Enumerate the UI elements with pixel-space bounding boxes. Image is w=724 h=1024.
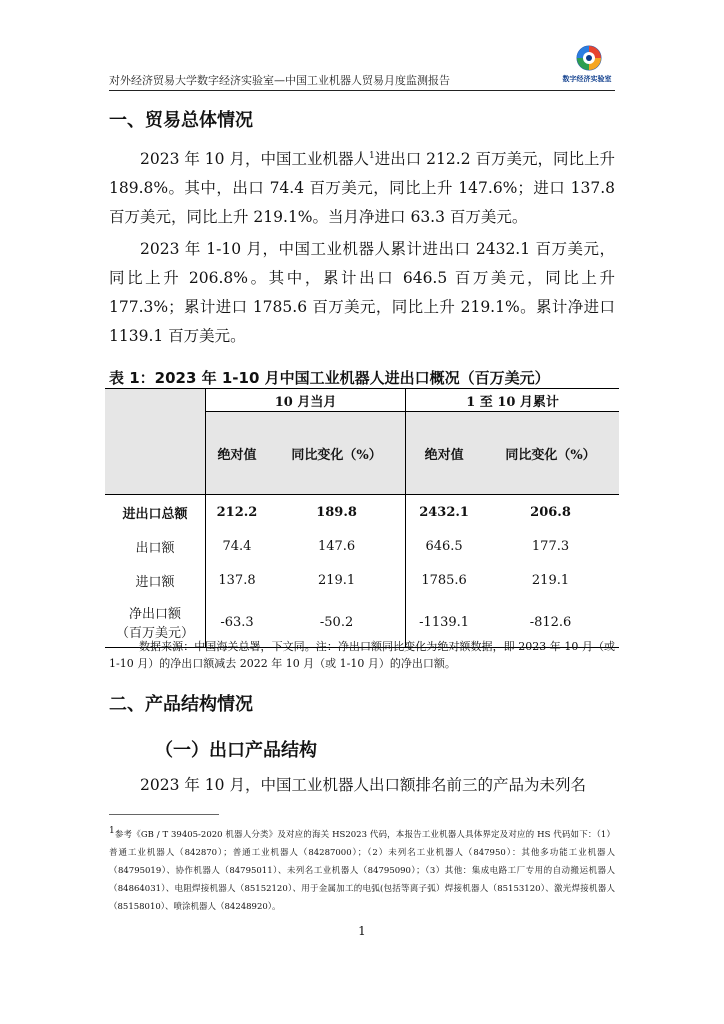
col-header-oct-yoy: 同比变化（%） <box>268 412 406 495</box>
paragraph-october-summary <box>109 142 615 232</box>
row-label: 进出口总额 <box>105 495 206 530</box>
cell-value: 177.3 <box>531 538 570 554</box>
paragraph-cumulative-summary <box>109 235 615 351</box>
col-header-cum-yoy: 同比变化（%） <box>482 412 619 495</box>
section-heading-trade-overview: 一、贸易总体情况 <box>109 110 253 131</box>
header-rule <box>109 90 615 91</box>
row-label-unit: （百万美元） <box>115 626 194 641</box>
cell-value: 206.8 <box>482 495 619 530</box>
row-label: 出口额 <box>105 529 206 563</box>
cell-value: 147.6 <box>268 529 406 563</box>
table-row <box>105 529 619 563</box>
footnote-ref: 1 <box>369 151 375 161</box>
paragraph-export-structure <box>109 771 615 800</box>
group-header-october: 10 月当月 <box>206 389 406 412</box>
cell-value: 2432.1 <box>406 495 482 530</box>
footnote-rule <box>109 814 219 815</box>
section-heading-product-structure: 二、产品结构情况 <box>109 694 253 715</box>
table-caption: 表 1：2023 年 1-10 月中国工业机器人进出口概况（百万美元） <box>109 369 550 387</box>
subsection-heading-export-structure: （一）出口产品结构 <box>155 740 317 761</box>
table-row <box>105 495 619 530</box>
cell-value: -1139.1 <box>419 614 470 630</box>
footnote <box>109 822 615 916</box>
paragraph-text: 2023 年 10 月，中国工业机器人出口额排名前三的产品为未列名 <box>140 776 586 794</box>
cell-value: 137.8 <box>218 572 256 588</box>
page-number: 1 <box>358 924 366 938</box>
cell-value: 212.2 <box>206 495 268 530</box>
cell-value: 646.5 <box>425 538 463 554</box>
footnote-text: 参考《GB / T 39405-2020 机器人分类》及对应的海关 HS2023 代码，本报告工业机器人具体界定及对应的 HS 代码如下：（1）普通工业机器人（842870）；普通工业机器人（84287000）；（2）未列名工业机器人（847950）：其他多功能工业机器人（84795019）、协作机器人（84795011）、未列名工业机器人（84795090）；（3）其他：集成电路工厂专用的自动搬运机器人（84864031）、电阻焊接机器人（85152120）、用于金属加工的电弧(包括等离子弧）焊接机器人（85153120）、激光焊接机器人（85158010）、喷涂机器人（84248920）。 <box>109 829 615 912</box>
cell-value: 219.1 <box>268 563 406 597</box>
table-source-note: 数据来源：中国海关总署，下文同。注：净出口额同比变化为绝对额数据，即 2023 年 10 月（或 1-10 月）的净出口额减去 2022 年 10 月（或 1-10 月）的净出口额。 <box>109 640 615 670</box>
cell-value: -63.3 <box>220 614 254 630</box>
row-label-line: 净出口额 <box>128 607 181 622</box>
lab-logo <box>560 45 614 87</box>
col-header-cum-absolute: 绝对值 <box>406 412 482 495</box>
col-header-oct-absolute: 绝对值 <box>206 412 268 495</box>
logo-label: 数字经济实验室 <box>562 75 612 83</box>
paragraph-text: 2023 年 10 月，中国工业机器人 <box>140 150 369 169</box>
cell-value: -50.2 <box>268 597 406 648</box>
paragraph-text: 2023 年 1-10 月，中国工业机器人累计进出口 2432.1 百万美元，同比上升 206.8%。其中，累计出口 646.5 百万美元，同比上升 177.3%；累计进口 1785.6 百万美元，同比上升 219.1%。累计净进口 1139.1 百万美元。 <box>109 240 615 345</box>
footnote-marker: 1 <box>109 826 115 836</box>
table-group-header-row <box>105 389 619 412</box>
cell-value: 1785.6 <box>421 572 467 588</box>
logo-globe-icon <box>576 45 602 71</box>
running-header: 对外经济贸易大学数字经济实验室—中国工业机器人贸易月度监测报告 <box>109 74 450 87</box>
paragraph-text: 进出口 212.2 百万美元，同比上升 189.8%。其中，出口 74.4 百万美元，同比上升 147.6%；进口 137.8 百万美元，同比上升 219.1%。当月净进口 63.3 百万美元。 <box>109 150 616 227</box>
table-corner-cell <box>105 389 206 495</box>
cell-value: 74.4 <box>222 538 252 554</box>
cell-value: 219.1 <box>531 572 570 588</box>
cell-value: 189.8 <box>268 495 406 530</box>
trade-summary-table <box>105 388 619 648</box>
table-row <box>105 563 619 597</box>
cell-value: -812.6 <box>529 614 572 630</box>
group-header-cumulative: 1 至 10 月累计 <box>406 389 619 412</box>
row-label: 进口额 <box>105 563 206 597</box>
